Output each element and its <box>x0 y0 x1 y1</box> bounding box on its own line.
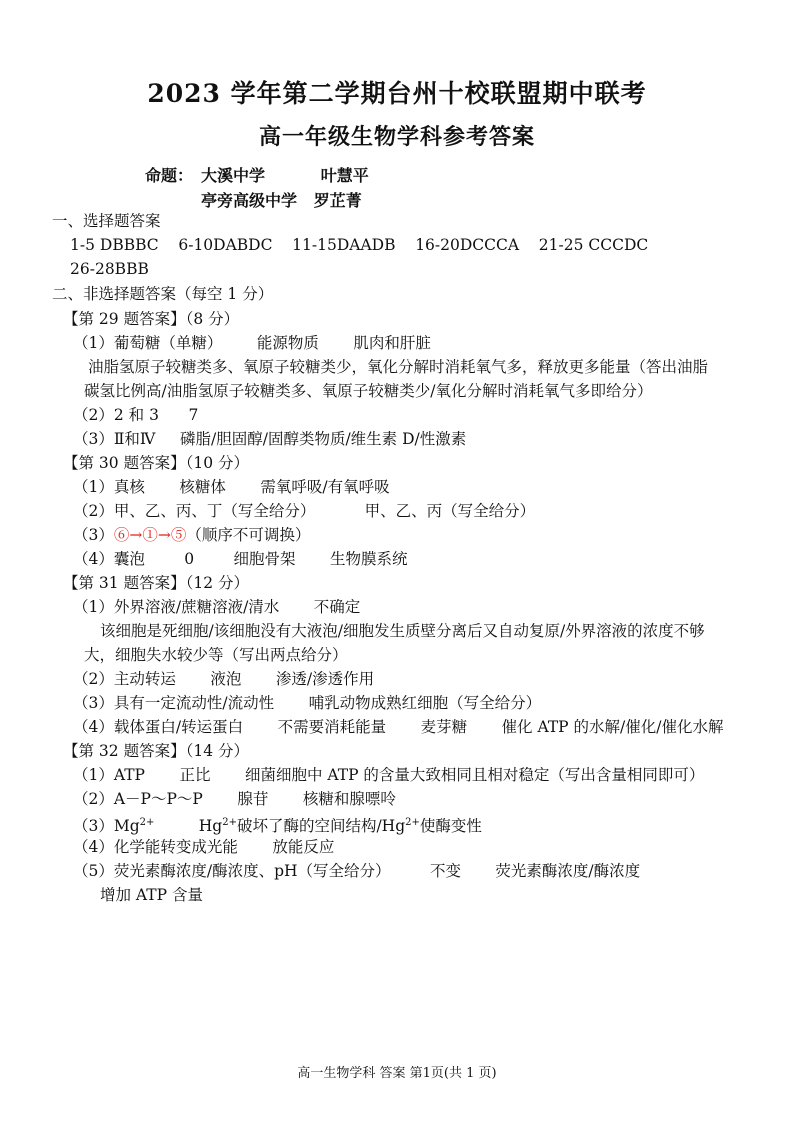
author-label: 命题： <box>145 166 194 185</box>
q29-line-3: 碳氢比例高/油脂氢原子较糖类多、氧原子较糖类少/氧化分解时消耗氧气多即给分） <box>84 382 653 400</box>
q32-line-3 <box>73 813 482 836</box>
q29-line-2: 油脂氢原子较糖类多、氧原子较糖类少，氧化分解时消耗氧气多，释放更多能量（答出油脂 <box>88 358 709 376</box>
q31-line-2: 该细胞是死细胞/该细胞没有大液泡/细胞发生质壁分离后又自动复原/外界溶液的浓度不够 <box>100 622 705 640</box>
q30-line-3 <box>73 525 310 545</box>
q32-sup-3: 2+ <box>405 817 420 828</box>
q31-line-6: （4）载体蛋白/转运蛋白 不需要消耗能量 麦芽糖 催化 ATP 的水解/催化/催化水解 <box>73 718 724 736</box>
q32-sup-1: 2+ <box>139 817 155 828</box>
q29-line-1: （1）葡萄糖（单糖） 能源物质 肌肉和肝脏 <box>73 334 431 352</box>
choice-answers-row-2: 26-28BBB <box>70 260 149 278</box>
page-title: 2023 学年第二学期台州十校联盟期中联考 <box>147 79 647 108</box>
q30-heading: 【第 30 题答案】（10 分） <box>63 454 249 472</box>
q32-sup-2: 2+ <box>222 817 237 828</box>
q31-heading: 【第 31 题答案】（12 分） <box>63 574 249 592</box>
q31-line-4: （2）主动转运 液泡 渗透/渗透作用 <box>73 670 375 688</box>
author-line-2: 亭旁高级中学 罗芷菁 <box>201 191 362 210</box>
choice-answers-row-1: 1-5 DBBBC 6-10DABDC 11-15DAADB 16-20DCCCA 21-25 CCCDC <box>70 236 649 254</box>
author-line-1: 大溪中学 叶慧平 <box>201 166 369 185</box>
q31-line-5: （3）具有一定流动性/流动性 哺乳动物成熟红细胞（写全给分） <box>73 694 542 712</box>
q32-heading: 【第 32 题答案】（14 分） <box>63 742 249 760</box>
q32-line-4: （4）化学能转变成光能 放能反应 <box>73 838 335 856</box>
q32-line-3-suffix: 使酶变性 <box>419 817 482 836</box>
q32-line-5: （5）荧光素酶浓度/酶浓度、pH（写全给分） 不变 荧光素酶浓度/酶浓度 <box>73 862 641 880</box>
q29-heading: 【第 29 题答案】（8 分） <box>63 310 240 328</box>
q30-line-3-note: （顺序不可调换） <box>186 526 311 544</box>
q29-line-4: （2）2 和 3 7 <box>73 406 199 424</box>
page-subtitle: 高一年级生物学科参考答案 <box>258 124 535 150</box>
q30-line-4: （4）囊泡 0 细胞骨架 生物膜系统 <box>73 550 408 568</box>
q30-line-1: （1）真核 核糖体 需氧呼吸/有氧呼吸 <box>73 478 390 496</box>
q32-line-3-prefix: （3）Mg <box>73 817 140 836</box>
section-heading-nonchoice: 二、非选择题答案（每空 1 分） <box>52 285 274 303</box>
section-heading-choice: 一、选择题答案 <box>52 212 161 230</box>
q30-sequence-answer: ⑥→①→⑤ <box>113 526 187 544</box>
q29-line-5: （3）Ⅱ和Ⅳ 磷脂/胆固醇/固醇类物质/维生素 D/性激素 <box>73 430 467 448</box>
q31-line-3: 大，细胞失水较少等（写出两点给分） <box>84 646 348 664</box>
q30-line-3-prefix: （3） <box>73 526 114 544</box>
q31-line-1: （1）外界溶液/蔗糖溶液/清水 不确定 <box>73 598 361 616</box>
q30-line-2: （2）甲、乙、丙、丁（写全给分） 甲、乙、丙（写全给分） <box>73 502 536 520</box>
q32-line-3-mid: Hg <box>154 817 223 836</box>
q32-line-2: （2）A－P～P～P 腺苷 核糖和腺嘌呤 <box>73 790 396 808</box>
page-footer: 高一生物学科 答案 第1页(共 1 页) <box>297 1066 497 1081</box>
q32-line-1: （1）ATP 正比 细菌细胞中 ATP 的含量大致相同且相对稳定（写出含量相同即可） <box>73 766 705 784</box>
q32-line-3-mid2: 破坏了酶的空间结构/Hg <box>236 817 406 836</box>
q32-line-6: 增加 ATP 含量 <box>100 886 203 904</box>
